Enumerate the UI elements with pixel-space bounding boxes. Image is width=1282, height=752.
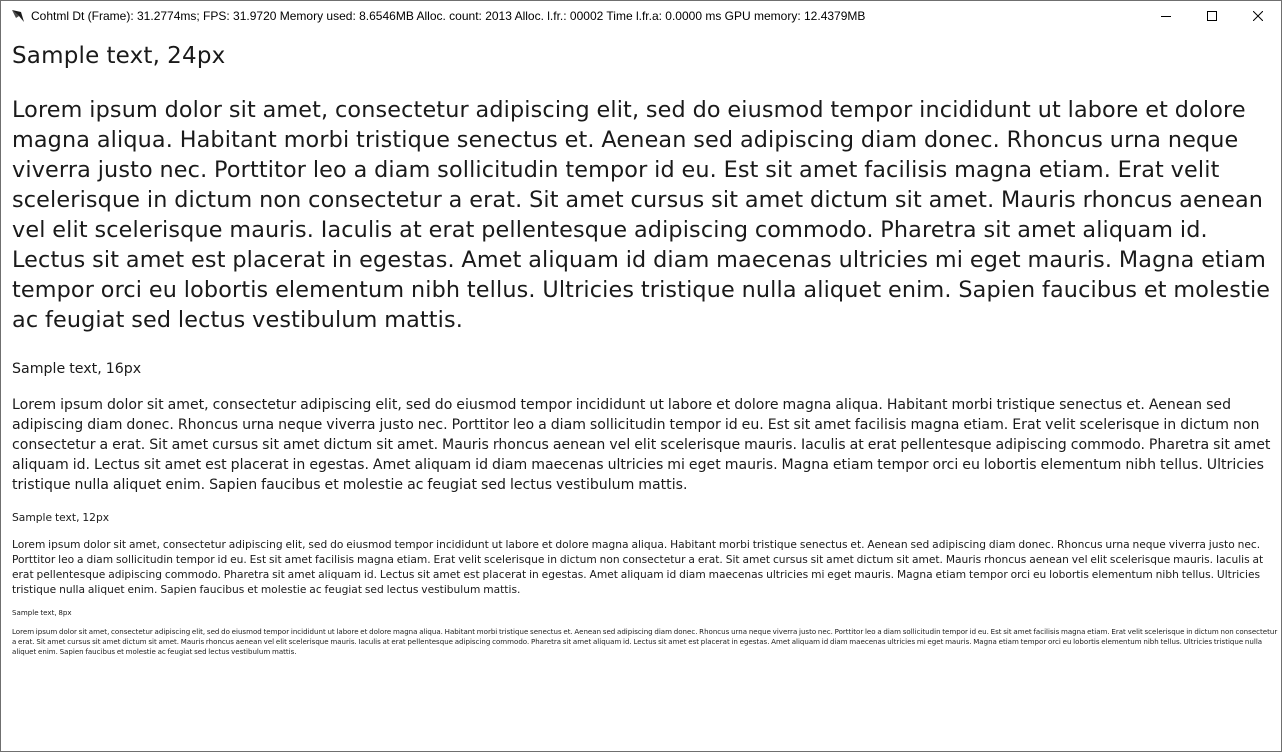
sample-paragraph-8px: Lorem ipsum dolor sit amet, consectetur adipiscing elit, sed do eiusmod tempor incididunt ut labore et dolore magna aliqua. Habitant morbi tristique senectus et. Aenean sed adipiscing diam donec. Rhoncus urna neque viverra justo nec. Porttitor leo a diam sollicitudin tempor id eu. Est sit amet facilisis magna etiam. Erat velit scelerisque in dictum non consectetur a erat. Sit amet cursus sit amet dictum sit amet. Mauris rhoncus aenean vel elit scelerisque mauris. Iaculis at erat pellentesque adipiscing commodo. Pharetra sit amet aliquam id. Lectus sit amet est placerat in egestas. Amet aliquam id diam maecenas ultricies mi eget mauris. Magna etiam tempor orci eu lobortis elementum nibh tellus. Ultricies tristique nulla aliquet enim. Sapien faucibus et molestie ac feugiat sed lectus vestibulum mattis.	[12, 627, 1278, 656]
sample-heading-16px: Sample text, 16px	[12, 361, 142, 377]
minimize-button[interactable]	[1143, 1, 1189, 31]
cohtml-logo-icon	[11, 9, 25, 23]
sample-heading-8px: Sample text, 8px	[12, 608, 72, 617]
close-button[interactable]	[1235, 1, 1281, 31]
maximize-button[interactable]	[1189, 1, 1235, 31]
sample-heading-12px: Sample text, 12px	[12, 511, 110, 524]
maximize-icon	[1207, 11, 1217, 21]
sample-paragraph-16px: Lorem ipsum dolor sit amet, consectetur adipiscing elit, sed do eiusmod tempor incididunt ut labore et dolore magna aliqua. Habitant morbi tristique senectus et. Aenean sed adipiscing diam donec. Rhoncus urna neque viverra justo nec. Porttitor leo a diam sollicitudin tempor id eu. Est sit amet facilisis magna etiam. Erat velit scelerisque in dictum non consectetur a erat. Sit amet cursus sit amet dictum sit amet. Mauris rhoncus aenean vel elit scelerisque mauris. Iaculis at erat pellentesque adipiscing commodo. Pharetra sit amet aliquam id. Lectus sit amet est placerat in egestas. Amet aliquam id diam maecenas ultricies mi eget mauris. Magna etiam tempor orci eu lobortis elementum nibh tellus. Ultricies tristique nulla aliquet enim. Sapien faucibus et molestie ac feugiat sed lectus vestibulum mattis.	[12, 397, 1271, 493]
sample-paragraph-12px: Lorem ipsum dolor sit amet, consectetur adipiscing elit, sed do eiusmod tempor incididunt ut labore et dolore magna aliqua. Habitant morbi tristique senectus et. Aenean sed adipiscing diam donec. Rhoncus urna neque viverra justo nec. Porttitor leo a diam sollicitudin tempor id eu. Est sit amet facilisis magna etiam. Erat velit scelerisque in dictum non consectetur a erat. Sit amet cursus sit amet dictum sit amet. Mauris rhoncus aenean vel elit scelerisque mauris. Iaculis at erat pellentesque adipiscing commodo. Pharetra sit amet aliquam id. Lectus sit amet est placerat in egestas. Amet aliquam id diam maecenas ultricies mi eget mauris. Magna etiam tempor orci eu lobortis elementum nibh tellus. Ultricies tristique nulla aliquet enim. Sapien faucibus et molestie ac feugiat sed lectus vestibulum mattis.	[12, 538, 1264, 596]
sample-heading-24px: Sample text, 24px	[12, 43, 226, 69]
minimize-icon	[1161, 11, 1171, 21]
window-title: Cohtml Dt (Frame): 31.2774ms; FPS: 31.9720 Memory used: 8.6546MB Alloc. count: 2013 Alloc. l.fr.: 00002 Time l.fr.a: 0.0000 ms GPU memory: 12.4379MB	[31, 9, 866, 23]
sample-paragraph-24px: Lorem ipsum dolor sit amet, consectetur adipiscing elit, sed do eiusmod tempor incididunt ut labore et dolore magna aliqua. Habitant morbi tristique senectus et. Aenean sed adipiscing diam donec. Rhoncus urna neque viverra justo nec. Porttitor leo a diam sollicitudin tempor id eu. Est sit amet facilisis magna etiam. Erat velit scelerisque in dictum non consectetur a erat. Sit amet cursus sit amet dictum sit amet. Mauris rhoncus aenean vel elit scelerisque mauris. Iaculis at erat pellentesque adipiscing commodo. Pharetra sit amet aliquam id. Lectus sit amet est placerat in egestas. Amet aliquam id diam maecenas ultricies mi eget mauris. Magna etiam tempor orci eu lobortis elementum nibh tellus. Ultricies tristique nulla aliquet enim. Sapien faucibus et molestie ac feugiat sed lectus vestibulum mattis.	[12, 97, 1271, 333]
title-bar[interactable]	[1, 1, 1281, 31]
close-icon	[1253, 11, 1263, 21]
